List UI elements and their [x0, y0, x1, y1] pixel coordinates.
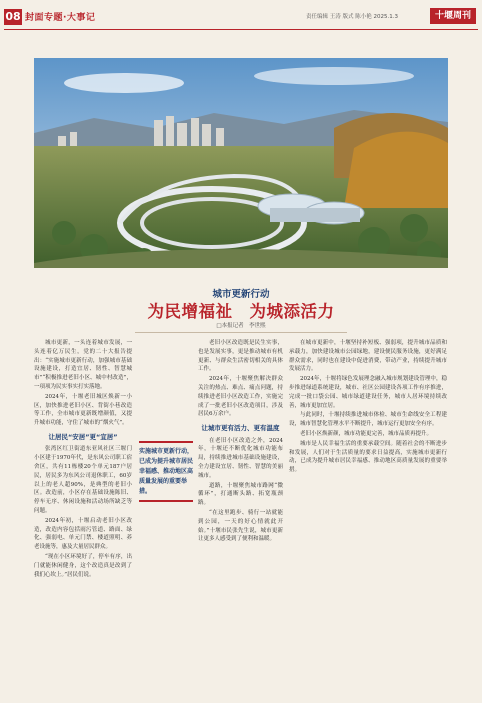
article-column-1 [34, 339, 132, 691]
article-headline: 为民增福祉 为城添活力 [147, 302, 335, 321]
paragraph: 在城市更新中，十堰坚持补短板、强弱项，提升城市品质和承载力，加快建设城市公园绿地，建设便民服务设施，更好满足群众需求，同时也在建设中促进消费，带动产业，持续提升城市发展活力。 [289, 340, 447, 373]
paragraph: 老旧小区焕新颜，城市功能更完善，城市品质再提升。 [300, 430, 433, 437]
paragraph: 2024年，十堰老旧城区焕新一小区，加快推进老旧小区、背街小巷改造等工作，全市城市更新既增颜值，又提升城市功能，守住了城市的“烟火气”。 [34, 393, 132, 427]
paragraph: 2024年，十堰聚焦解决群众关注的热点、难点、痛点问题，持续推进老旧小区改造工作，实施完成了一批老旧小区改造项目，涉及居民6万余户。 [198, 376, 283, 418]
hero-photo [34, 58, 448, 268]
paragraph: 2024年，十堰将绿色发展理念融入城市规划建设管理中，稳步推进绿道系统建设，城市、社区公园建设各项工作有序推进，完成一批口袋公园、城市绿道建设任务，城市人居环境持续改善，城市更加宜居。 [289, 376, 447, 409]
header-rule [4, 29, 478, 30]
article-byline: □本报记者 李世熙 [216, 323, 266, 329]
paragraph: 与此同时，十堰持续推进城市体检、城市生命线安全工程建设，城市智慧化管理水平不断提升，城市运行更加安全有序。 [289, 412, 447, 428]
byline-rule [135, 332, 347, 333]
article-column-2 [198, 339, 283, 691]
paragraph: 张湾区红卫街道东亚风社区三堰门小区建于1970年代，是东风公司职工宿舍区，共有11栋楼20个单元187户居民，居民多为东风公司退休职工，60岁以上的老人超90%，是典型的老旧小区。改造前，小区存在基础设施陈旧、停车无序、休闲设施和活动场所缺乏等问题。 [34, 446, 132, 514]
paragraph: 城市是人民幸福生活的重要承载空间。随着社会的不断进步和发展，人们对于生活质量的要求日益提高，实施城市更新行动，已成为提升城市居民幸福感、推动地区高质量发展的重要举措。 [289, 440, 447, 474]
editor-info: 责任编辑 王涛 版式 陈小艳 2025.1.3 [306, 14, 398, 20]
paragraph: 老旧小区改造既是民生实事，也是发展实事，更是推动城市有机更新、与群众生活密切相关的具体工作。 [198, 340, 283, 373]
masthead: 十堰周刊 [430, 8, 476, 24]
subheading: 让居民“安居”更“宜居” [48, 432, 118, 441]
paragraph: “在这里跑步、骑行一站就能到公园，一天的好心情就此开始。”十堰市民张先生说，城市更新让更多人感受到了便利和温暖。 [198, 509, 283, 543]
page-number: 08 [5, 10, 21, 23]
page-header [0, 0, 482, 36]
paragraph: 2024年初，十堰启动老旧小区改造，改造内容包括雨污管道、路面、绿化、强弱电、单元门禁、楼道照明、养老设施等，惠及大量居民群众。 [34, 517, 132, 551]
article-column-3 [289, 339, 447, 691]
aerial-park-illustration [34, 58, 448, 268]
paragraph: “现在小区环境好了，停车有序，出门就能休闲健身，这个改造真是改到了我们心坎上。”居民们说。 [34, 553, 132, 578]
article-kicker: 城市更新行动 [212, 289, 270, 300]
paragraph: 道路，十堰聚焦城市路网“微循环”，打通断头路、拓宽瓶颈路。 [198, 482, 283, 507]
subheading: 让城市更有活力、更有温度 [201, 424, 280, 433]
pull-quote: 实施城市更新行动，已成为提升城市居民幸福感、推动地区高质量发展的重要举措。 [139, 441, 193, 502]
section-label: 封面专题·大事记 [25, 13, 96, 23]
paragraph: 在老旧小区改造之外，2024年，十堰还不断优化城市功能布局，持续推进城市基础设施建设，全力建设宜居、韧性、智慧的美丽城市。 [198, 437, 283, 479]
paragraph: 城市更新，一头连着城市发展，一头连着亿万民生，党的二十大报告提出：“实施城市更新行动，加强城市基础设施建设，打造宜居、韧性、智慧城市”“积极推进老旧小区、城中村改造”，一项项为民实事实打实落地。 [34, 340, 132, 390]
